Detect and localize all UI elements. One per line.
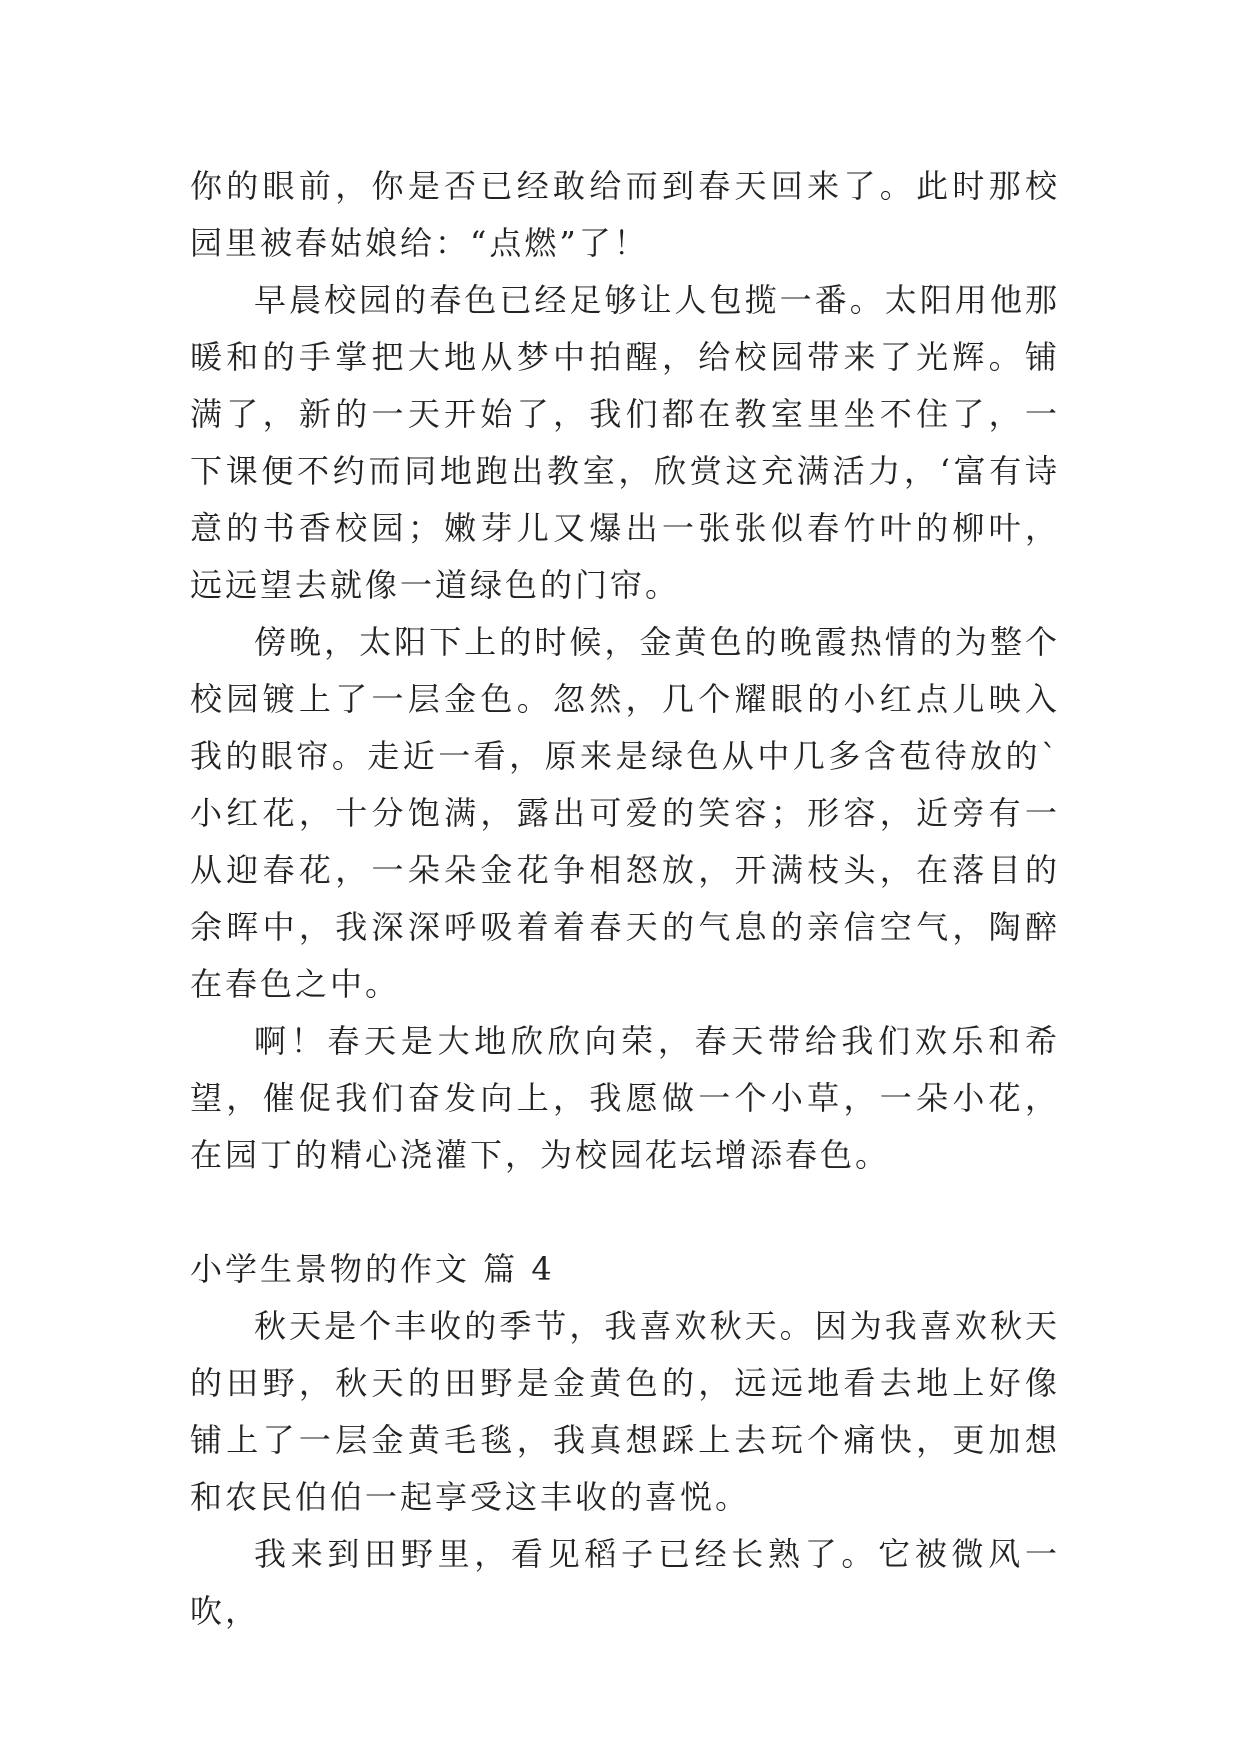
- document-body: [190, 158, 1060, 1640]
- paragraph: 我来到田野里，看见稻子已经长熟了。它被微风一吹，: [190, 1535, 1060, 1630]
- section-title: 小学生景物的作文 篇 4: [190, 1250, 555, 1288]
- paragraph: 秋天是个丰收的季节，我喜欢秋天。因为我喜欢秋天的田野，秋天的田野是金黄色的，远远地看去地上好像铺上了一层金黄毛毯，我真想踩上去玩个痛快，更加想和农民伯伯一起享受这丰收的喜悦。: [190, 1307, 1060, 1516]
- paragraph: 你的眼前，你是否已经敢给而到春天回来了。此时那校园里被春姑娘给：“点燃”了！: [190, 167, 1060, 262]
- paragraph: 傍晚，太阳下上的时候，金黄色的晚霞热情的为整个校园镀上了一层金色。忽然，几个耀眼的小红点儿映入我的眼帘。走近一看，原来是绿色从中几多含苞待放的`小红花，十分饱满，露出可爱的笑容；形容，近旁有一从迎春花，一朵朵金花争相怒放，开满枝头，在落目的余晖中，我深深呼吸着着春天的气息的亲信空气，陶醉在春色之中。: [190, 623, 1060, 1003]
- paragraph: 啊！春天是大地欣欣向荣，春天带给我们欢乐和希望，催促我们奋发向上，我愿做一个小草，一朵小花，在园丁的精心浇灌下，为校园花坛增添春色。: [190, 1022, 1060, 1174]
- paragraph: 早晨校园的春色已经足够让人包揽一番。太阳用他那暖和的手掌把大地从梦中拍醒，给校园带来了光辉。铺满了，新的一天开始了，我们都在教室里坐不住了，一下课便不约而同地跑出教室，欣赏这充满活力，‘富有诗意的书香校园；嫩芽儿又爆出一张张似春竹叶的柳叶，远远望去就像一道绿色的门帘。: [190, 281, 1060, 604]
